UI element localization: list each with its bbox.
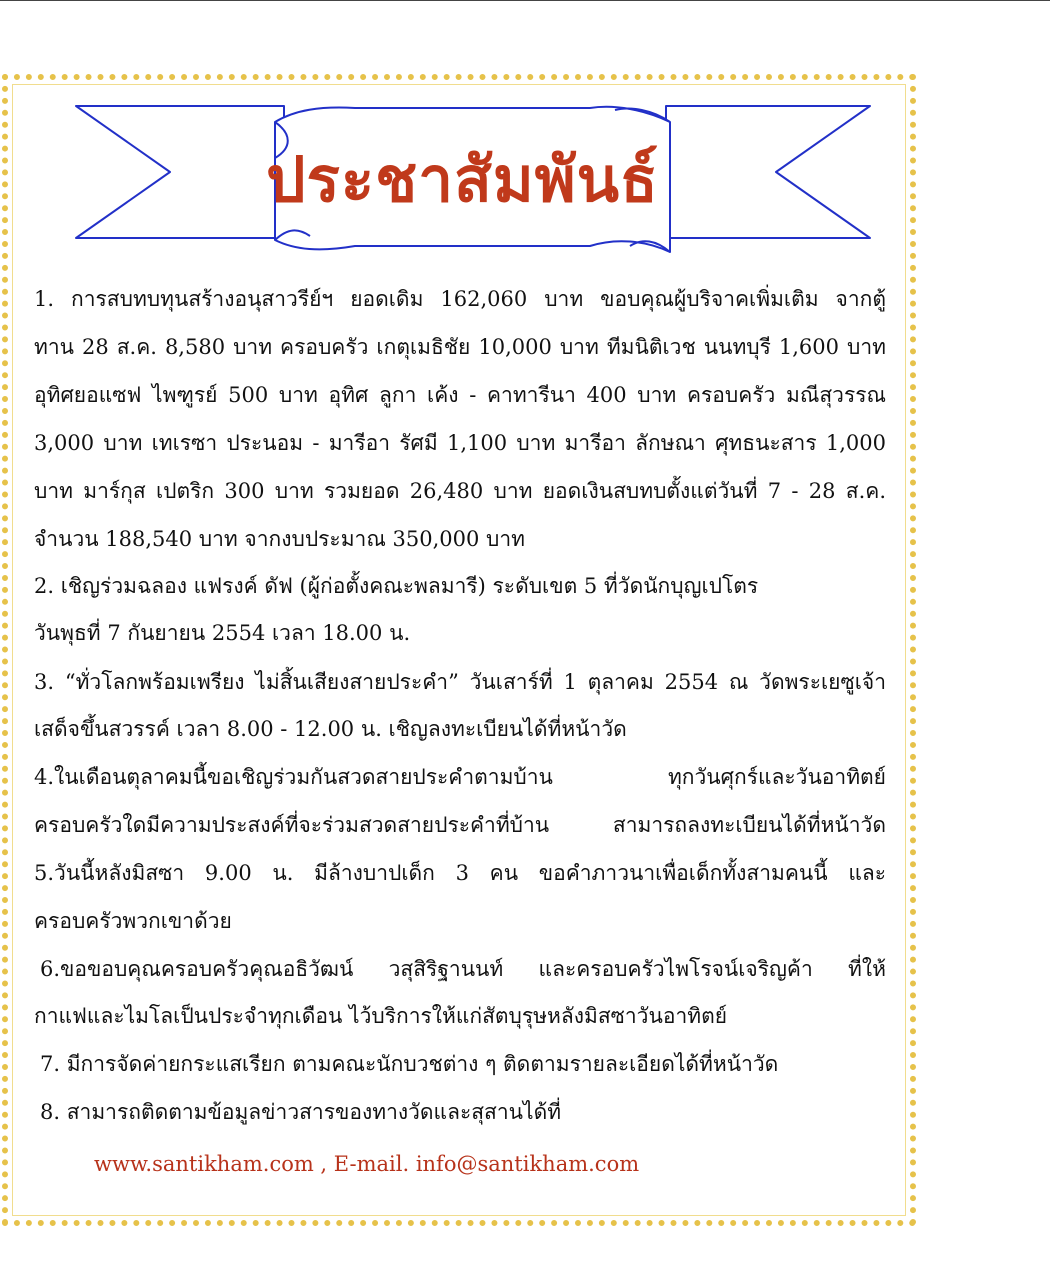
ribbon-left-tail bbox=[76, 106, 284, 238]
text-line-8: วันพุธที่ 7 กันยายน 2554 เวลา 18.00 น. bbox=[34, 621, 411, 645]
text-line-11-right: ทุกวันศุกร์และวันอาทิตย์ bbox=[667, 765, 886, 789]
text-line-15: 6.ขอขอบคุณครอบครัวคุณอธิวัฒน์ วสุสิริฐานนท์ และครอบครัวไพโรจน์เจริญค้า ที่ให้ bbox=[40, 957, 886, 981]
text-line-1: 1. การสบทบทุนสร้างอนุสาวรีย์ฯ ยอดเดิม 162,060 บาท ขอบคุณผู้บริจาคเพิ่มเติม จากตู้ bbox=[34, 287, 886, 311]
top-rule bbox=[0, 0, 1050, 1]
text-line-13: 5.วันนี้หลังมิสซา 9.00 น. มีล้างบาปเด็ก 3 คน ขอคำภาวนาเพื่อเด็กทั้งสามคนนี้ และ bbox=[34, 861, 886, 885]
text-line-18: 8. สามารถติดตามข้อมูลข่าวสารของทางวัดและสุสานได้ที่ bbox=[40, 1100, 562, 1124]
page-title: ประชาสัมพันธ์ bbox=[266, 143, 659, 216]
text-line-5: บาท มาร์กุส เปตริก 300 บาท รวมยอด 26,480 บาท ยอดเงินสบทบตั้งแต่วันที่ 7 - 28 ส.ค. bbox=[34, 479, 886, 503]
text-line-9: 3. “ทั่วโลกพร้อมเพรียง ไม่สิ้นเสียงสายประคำ” วันเสาร์ที่ 1 ตุลาคม 2554 ณ วัดพระเยซูเจ้า bbox=[34, 670, 886, 694]
ribbon-right-tail bbox=[666, 106, 870, 238]
text-line-4: 3,000 บาท เทเรซา ประนอม - มารีอา รัศมี 1,100 บาท มารีอา ลักษณา ศุทธนะสาร 1,000 bbox=[34, 431, 886, 455]
text-line-6: จำนวน 188,540 บาท จากงบประมาณ 350,000 บาท bbox=[34, 527, 525, 551]
text-line-11 bbox=[34, 757, 886, 797]
text-line-11-left: 4.ในเดือนตุลาคมนี้ขอเชิญร่วมกันสวดสายประคำตามบ้าน bbox=[34, 765, 553, 789]
text-line-16: กาแฟและไมโลเป็นประจำทุกเดือน ไว้บริการให้แก่สัตบุรุษหลังมิสซาวันอาทิตย์ bbox=[34, 1004, 728, 1028]
text-line-10: เสด็จขึ้นสวรรค์ เวลา 8.00 - 12.00 น. เชิญลงทะเบียนได้ที่หน้าวัด bbox=[34, 717, 627, 741]
website-email-link[interactable]: www.santikham.com , E-mail. info@santikham.com bbox=[94, 1152, 640, 1176]
text-line-12: ครอบครัวใดมีความประสงค์ที่จะร่วมสวดสายประคำที่บ้าน สามารถลงทะเบียนได้ที่หน้าวัด bbox=[34, 813, 886, 837]
text-line-14: ครอบครัวพวกเขาด้วย bbox=[34, 909, 232, 933]
text-line-17: 7. มีการจัดค่ายกระแสเรียก ตามคณะนักบวชต่าง ๆ ติดตามรายละเอียดได้ที่หน้าวัด bbox=[40, 1052, 779, 1076]
text-line-7: 2. เชิญร่วมฉลอง แฟรงค์ ดัฟ (ผู้ก่อตั้งคณะพลมารี) ระดับเขต 5 ที่วัดนักบุญเปโตร bbox=[34, 574, 759, 598]
text-line-2: ทาน 28 ส.ค. 8,580 บาท ครอบครัว เกตุเมธิชัย 10,000 บาท ทีมนิติเวช นนทบุรี 1,600 บาท bbox=[34, 335, 886, 359]
text-line-3: อุทิศยอแซฟ ไพฑูรย์ 500 บาท อุทิศ ลูกา เค้ง - คาทารีนา 400 บาท ครอบครัว มณีสุวรรณ bbox=[34, 383, 886, 407]
